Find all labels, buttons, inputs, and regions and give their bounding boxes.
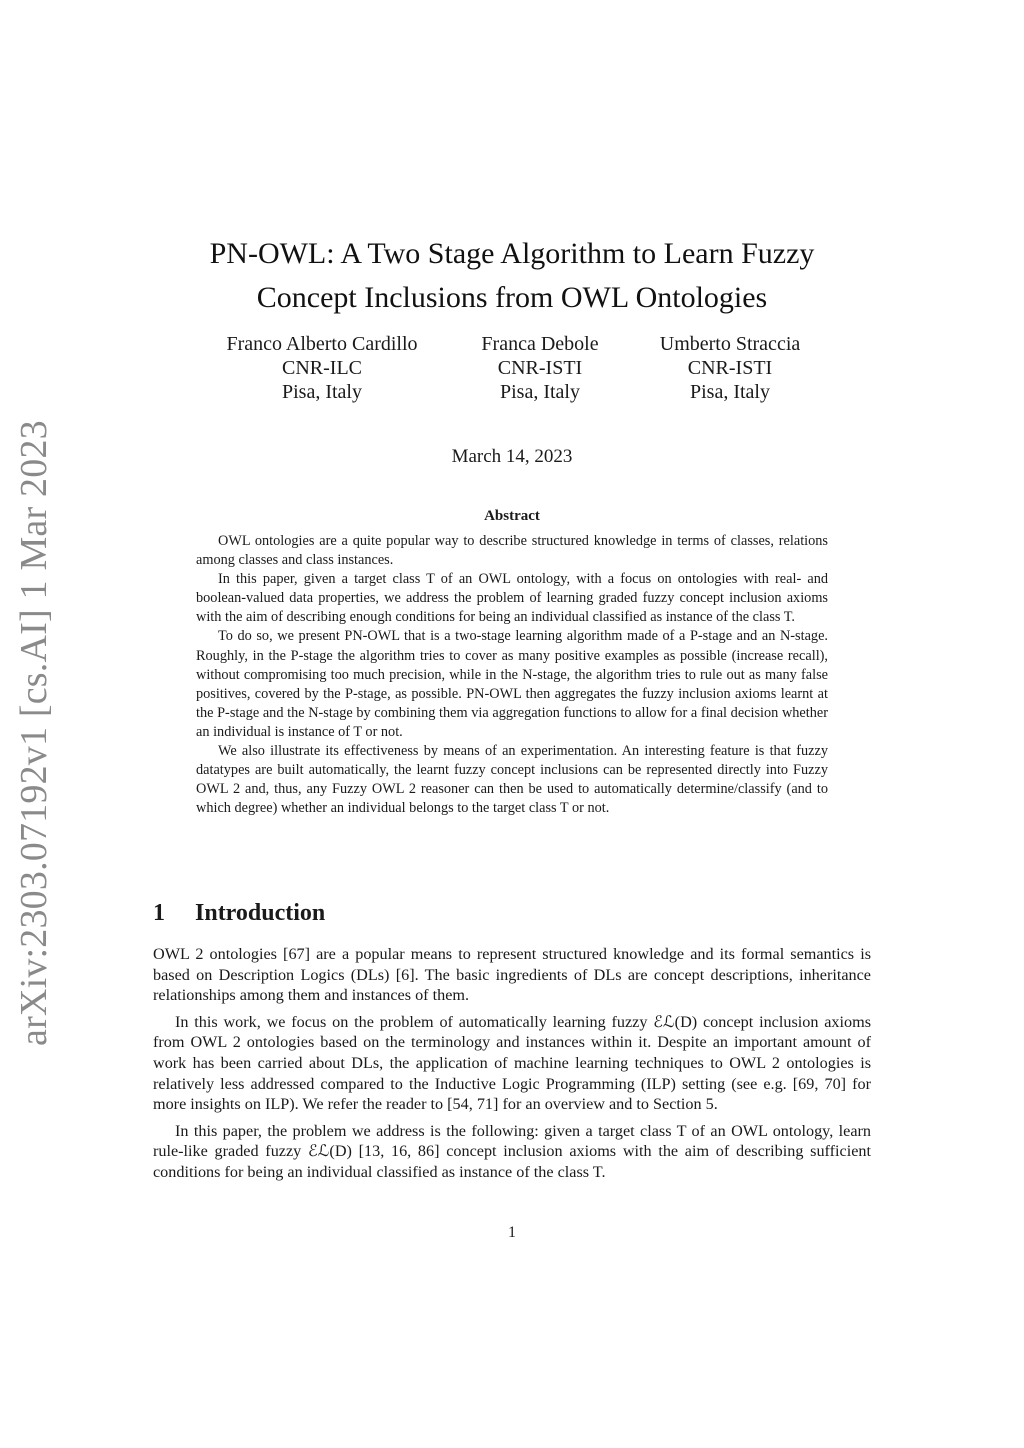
author-location: Pisa, Italy [500, 381, 580, 403]
title-line-2: Concept Inclusions from OWL Ontologies [256, 281, 768, 314]
section-number: 1 [153, 900, 165, 926]
intro-paragraph: OWL 2 ontologies [67] are a popular means to represent structured knowledge and its formal semantics is based on Description Logics (DLs) [6]. The basic ingredients of DLs are concept descriptions, inheritance relationships among them and instances of them. [153, 945, 871, 1005]
publication-date: March 14, 2023 [451, 446, 573, 467]
title-line-1: PN-OWL: A Two Stage Algorithm to Learn Fuzzy [209, 237, 815, 270]
abstract-paragraph: OWL ontologies are a quite popular way to describe structured knowledge in terms of classes, relations among classes and class instances. [196, 533, 828, 569]
author-name: Franco Alberto Cardillo [226, 333, 418, 355]
section-title: Introduction [195, 900, 326, 926]
page-number: 1 [508, 1224, 516, 1241]
introduction-body [153, 944, 871, 1189]
intro-paragraph: In this paper, the problem we address is the following: given a target class T of an OWL ontology, learn rule-like graded fuzzy ℰℒ(D) [13, 16, 86] concept inclusion axioms with the aim of describing sufficient conditions for being an individual classified as instance of the class T. [153, 1121, 871, 1181]
author-affiliation: CNR-ISTI [497, 357, 583, 379]
author-3 [642, 332, 818, 404]
arxiv-identifier-stamp: arXiv:2303.07192v1 [cs.AI] 1 Mar 2023 [13, 420, 55, 1046]
abstract-paragraph: To do so, we present PN-OWL that is a two-stage learning algorithm made of a P-stage and an N-stage. Roughly, in the P-stage the algorithm tries to cover as many positive examples as possible (increase recall), without compromising too much precision, while in the N-stage, the algorithm tries to rule out as many false positives, covered by the P-stage, as possible. PN-OWL then aggregates the fuzzy inclusion axioms learnt at the P-stage and the N-stage by combining them via aggregation functions to allow for a final decision whether an individual is instance of T or not. [196, 628, 828, 740]
author-affiliation: CNR-ILC [282, 357, 362, 379]
section-heading-introduction [153, 900, 325, 927]
author-location: Pisa, Italy [282, 381, 362, 403]
intro-paragraph: In this work, we focus on the problem of automatically learning fuzzy ℰℒ(D) concept inclusion axioms from OWL 2 ontologies based on the terminology and instances within it. Despite an important amount of work has been carried about DLs, the application of machine learning techniques to OWL 2 ontologies is relatively less addressed compared to the Inductive Logic Programming (ILP) setting (see e.g. [69, 70] for more insights on ILP). We refer the reader to [54, 71] for an overview and to Section 5. [153, 1012, 871, 1114]
author-block [150, 332, 874, 412]
author-1 [212, 332, 432, 404]
paper-title [150, 232, 874, 320]
author-name: Umberto Straccia [659, 333, 801, 355]
author-name: Franca Debole [481, 333, 599, 355]
author-location: Pisa, Italy [690, 381, 770, 403]
abstract-body [196, 532, 828, 818]
abstract-heading: Abstract [484, 508, 540, 524]
author-2 [460, 332, 620, 404]
abstract-paragraph: We also illustrate its effectiveness by means of an experimentation. An interesting feature is that fuzzy datatypes are built automatically, the learnt fuzzy concept inclusions can be represented directly into Fuzzy OWL 2 and, thus, any Fuzzy OWL 2 reasoner can then be used to automatically determine/classify (and to which degree) whether an individual belongs to the target class T or not. [196, 743, 828, 817]
author-affiliation: CNR-ISTI [687, 357, 773, 379]
abstract-paragraph: In this paper, given a target class T of an OWL ontology, with a focus on ontologies with real- and boolean-valued data properties, we address the problem of learning graded fuzzy concept inclusion axioms with the aim of describing enough conditions for being an individual classified as instance of the class T. [196, 571, 828, 626]
